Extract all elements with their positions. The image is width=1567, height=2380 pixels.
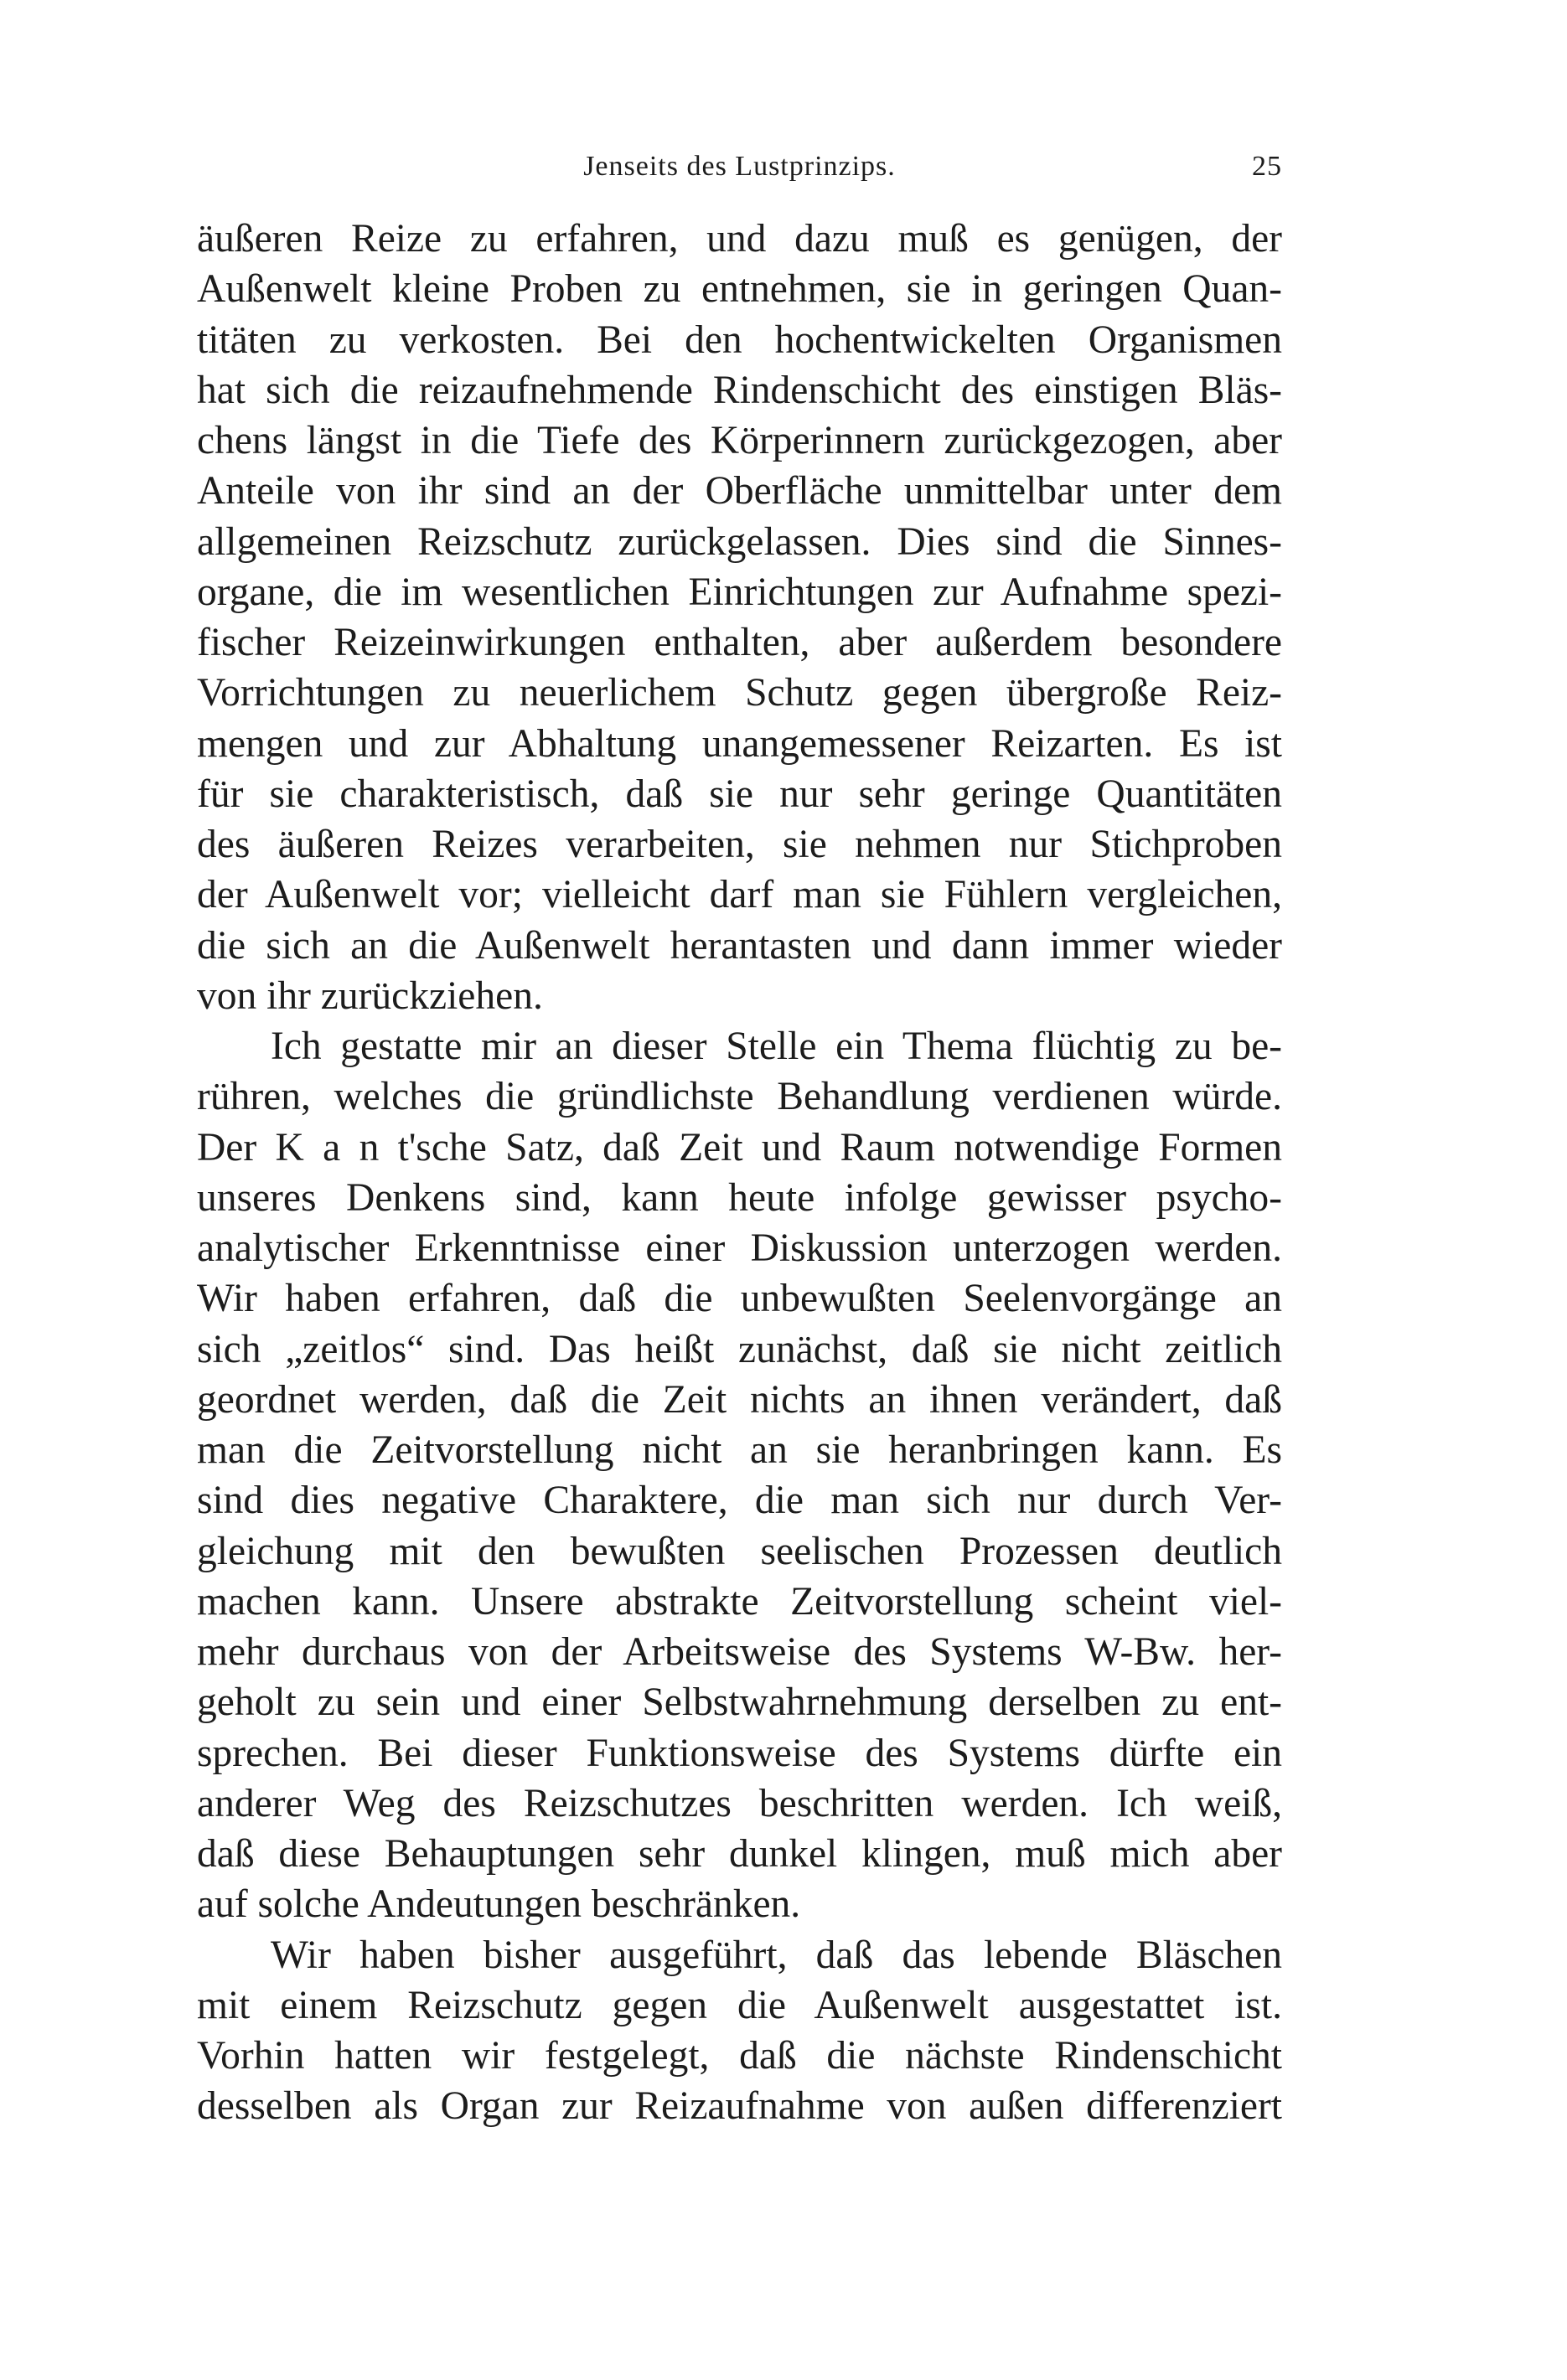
paragraph	[197, 1021, 1282, 1930]
text-line: machen kann. Unsere abstrakte Zeitvorstellung scheint viel-	[197, 1579, 1282, 1624]
text-line: die sich an die Außenwelt herantasten und dann immer wieder	[197, 923, 1282, 968]
text-line: gleichung mit den bewußten seelischen Prozessen deutlich	[197, 1529, 1282, 1573]
text-line: mengen und zur Abhaltung unangemessener Reizarten. Es ist	[197, 721, 1282, 766]
text-line: sind dies negative Charaktere, die man sich nur durch Ver-	[197, 1479, 1282, 1523]
text-line: Ich gestatte mir an dieser Stelle ein Thema flüchtig zu be-	[271, 1025, 1282, 1068]
text-line: äußeren Reize zu erfahren, und dazu muß es genügen, der	[197, 217, 1282, 261]
text-line: mit einem Reizschutz gegen die Außenwelt ausgestattet ist.	[197, 1983, 1282, 2027]
text-line: der Außenwelt vor; vielleicht darf man sie Fühlern vergleichen,	[197, 873, 1282, 917]
text-line: auf solche Andeutungen beschränken.	[197, 1882, 801, 1927]
text-line: desselben als Organ zur Reizaufnahme von außen differenziert	[197, 2084, 1282, 2129]
text-line: allgemeinen Reizschutz zurückgelassen. Dies sind die Sinnes-	[197, 519, 1282, 564]
text-line: hat sich die reizaufnehmende Rindenschicht des einstigen Bläs-	[197, 368, 1282, 412]
text-line: Anteile von ihr sind an der Oberfläche unmittelbar unter dem	[197, 469, 1282, 514]
text-line: Außenwelt kleine Proben zu entnehmen, sie in geringen Quan-	[197, 267, 1282, 312]
text-line: für sie charakteristisch, daß sie nur sehr geringe Quantitäten	[197, 772, 1282, 816]
text-line: geholt zu sein und einer Selbstwahrnehmung derselben zu ent-	[197, 1680, 1282, 1725]
text-line: chens längst in die Tiefe des Körperinnern zurückgezogen, aber	[197, 419, 1282, 462]
text-line: Der K a n t'sche Satz, daß Zeit und Raum notwendige Formen	[197, 1125, 1282, 1169]
text-line: sich „zeitlos“ sind. Das heißt zunächst, daß sie nicht zeitlich	[197, 1327, 1282, 1371]
text-line: analytischer Erkenntnisse einer Diskussion unterzogen werden.	[197, 1226, 1282, 1270]
body-text	[197, 214, 1282, 2132]
text-line: daß diese Behauptungen sehr dunkel klingen, muß mich aber	[197, 1832, 1282, 1876]
text-line: man die Zeitvorstellung nicht an sie heranbringen kann. Es	[197, 1428, 1282, 1472]
text-line: des äußeren Reizes verarbeiten, sie nehmen nur Stichproben	[197, 823, 1282, 866]
text-line: geordnet werden, daß die Zeit nichts an ihnen verändert, daß	[197, 1377, 1282, 1422]
paragraph	[197, 214, 1282, 1021]
text-line: mehr durchaus von der Arbeitsweise des Systems W-Bw. her-	[197, 1630, 1282, 1674]
text-line: Vorhin hatten wir festgelegt, daß die nächste Rindenschicht	[197, 2034, 1282, 2078]
text-line: unseres Denkens sind, kann heute infolge gewisser psycho-	[197, 1175, 1282, 1220]
paragraph	[197, 1930, 1282, 2132]
text-line: fischer Reizeinwirkungen enthalten, aber außerdem besondere	[197, 621, 1282, 664]
text-line: anderer Weg des Reizschutzes beschritten werden. Ich weiß,	[197, 1781, 1282, 1825]
running-title: Jenseits des Lustprinzips.	[583, 151, 896, 182]
text-line: organe, die im wesentlichen Einrichtungen zur Aufnahme spezi-	[197, 570, 1282, 614]
text-line: sprechen. Bei dieser Funktionsweise des Systems dürfte ein	[197, 1731, 1282, 1775]
text-line: Vorrichtungen zu neuerlichem Schutz gegen übergroße Reiz-	[197, 671, 1282, 715]
text-line: Wir haben bisher ausgeführt, daß das lebende Bläschen	[271, 1933, 1282, 1977]
running-head	[197, 151, 1282, 193]
text-line: titäten zu verkosten. Bei den hochentwickelten Organismen	[197, 318, 1282, 362]
text-line: von ihr zurückziehen.	[197, 973, 543, 1018]
text-line: Wir haben erfahren, daß die unbewußten Seelenvorgänge an	[197, 1277, 1282, 1321]
text-line: rühren, welches die gründlichste Behandlung verdienen würde.	[197, 1075, 1282, 1119]
page-number: 25	[1252, 151, 1282, 182]
